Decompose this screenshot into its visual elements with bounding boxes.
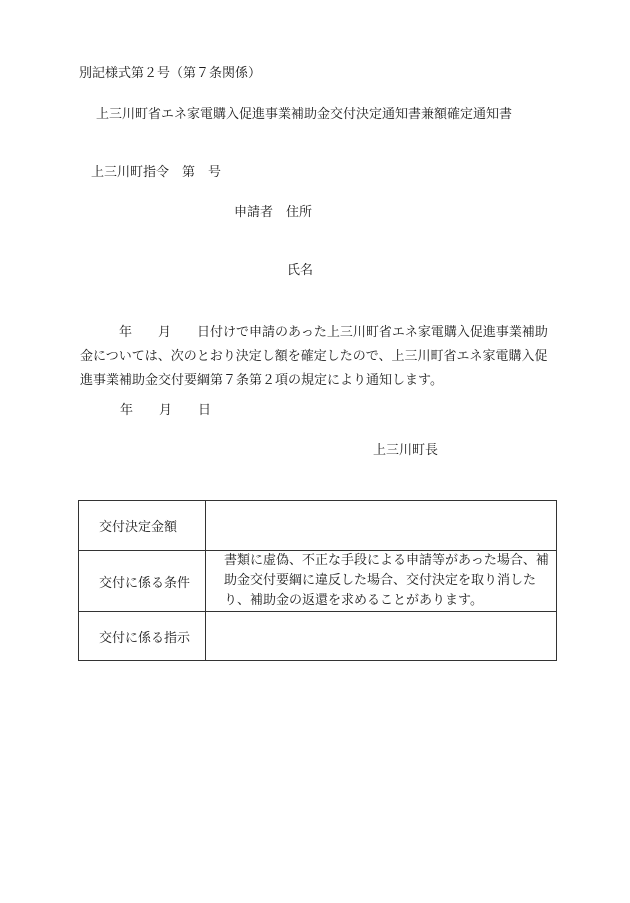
form-number: 別記様式第２号（第７条関係） <box>79 66 262 81</box>
instructions-label: 交付に係る指示 <box>79 612 206 661</box>
decision-table <box>78 500 557 661</box>
decision-amount-value <box>206 501 557 551</box>
issue-number: 上三川町指令 第 号 <box>91 165 222 180</box>
applicant-address-label: 申請者 住所 <box>234 205 313 220</box>
table-row-conditions <box>79 551 557 612</box>
conditions-value: 書類に虚偽、不正な手段による申請等があった場合、補助金交付要綱に違反した場合、交付決定を取り消したり、補助金の返還を求めることがあります。 <box>206 551 557 612</box>
conditions-label: 交付に係る条件 <box>79 551 206 612</box>
instructions-value <box>206 612 557 661</box>
notice-date: 年 月 日 <box>120 403 212 418</box>
decision-amount-label: 交付決定金額 <box>79 501 206 551</box>
table-row-decision-amount <box>79 501 557 551</box>
document-title: 上三川町省エネ家電購入促進事業補助金交付決定通知書兼額確定通知書 <box>96 107 513 122</box>
table-row-instructions <box>79 612 557 661</box>
issuer-name: 上三川町長 <box>373 443 439 458</box>
notice-body-text: 年 月 日付けで申請のあった上三川町省エネ家電購入促進事業補助金については、次のとおり決定し額を確定したので、上三川町省エネ家電購入促進事業補助金交付要綱第７条第２項の規定により通知します。 <box>80 325 548 388</box>
applicant-name-label: 氏名 <box>287 263 314 278</box>
